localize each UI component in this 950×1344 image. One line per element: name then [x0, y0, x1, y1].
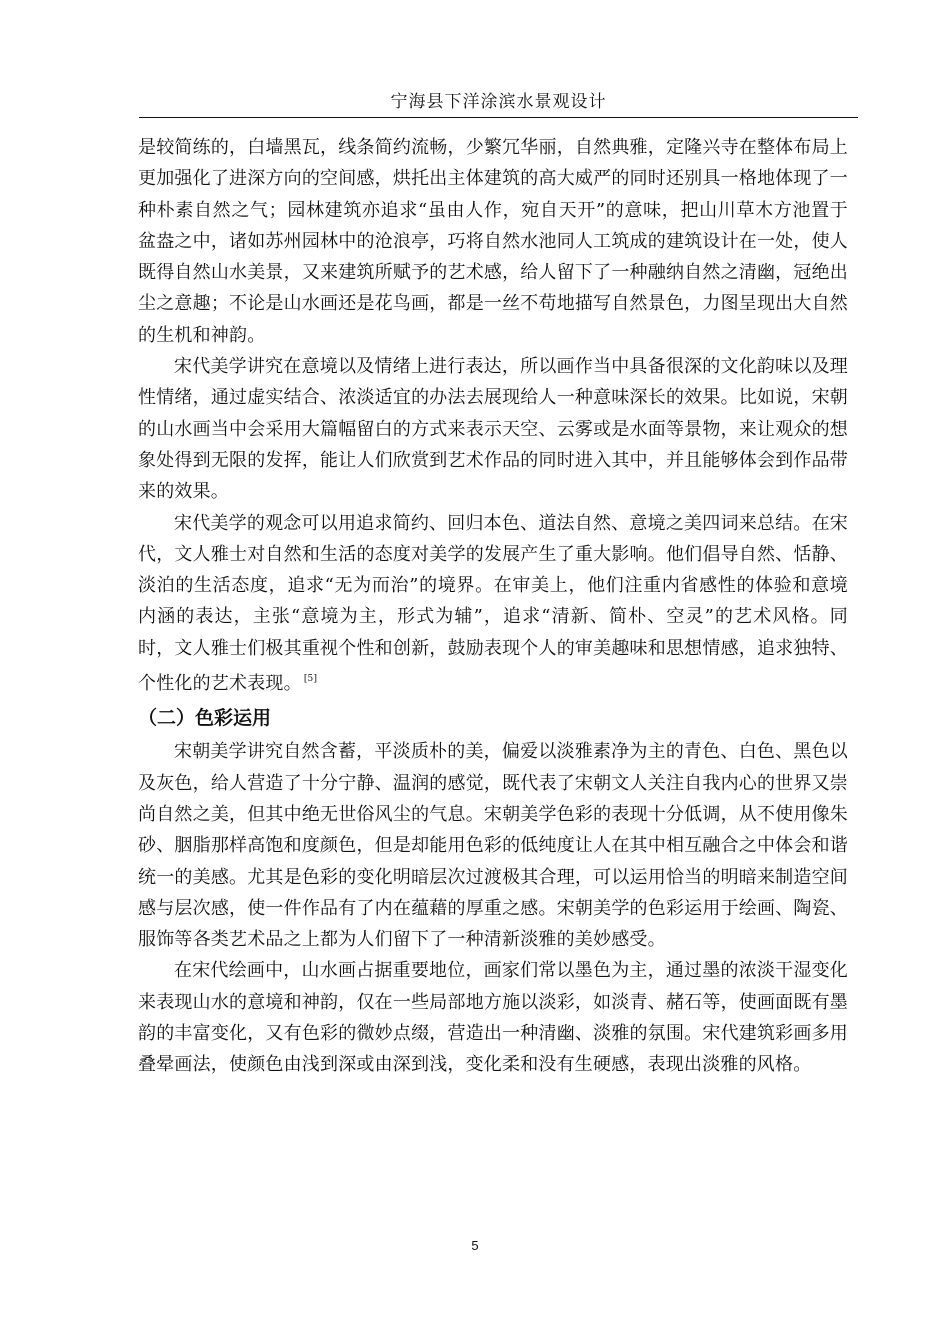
section-heading: （二）色彩运用	[138, 707, 272, 730]
paragraph-song-aesthetics-concepts	[138, 508, 848, 700]
paragraph-continuation: 是较简练的，白墙黑瓦，线条简约流畅，少繁冗华丽，自然典雅，定隆兴寺在整体布局上更加强化了进深方向的空间感，烘托出主体建筑的高大威严的同时还别具一格地体现了一种朴素自然之气；园林建筑亦追求“虽由人作，宛自天开”的意味，把山川草木方池置于盆盎之中，诸如苏州园林中的沧浪亭，巧将自然水池同人工筑成的建筑设计在一处，使人既得自然山水美景，又来建筑所赋予的艺术感，给人留下了一种融纳自然之清幽，冠绝出尘之意趣；不论是山水画还是花鸟画，都是一丝不苟地描写自然景色，力图呈现出大自然的生机和神韵。	[138, 137, 848, 346]
header-divider	[139, 117, 858, 118]
page-body	[138, 132, 848, 1081]
paragraph-painting-colors: 在宋代绘画中，山水画占据重要地位，画家们常以墨色为主，通过墨的浓淡干湿变化来表现山水的意境和神韵，仅在一些局部地方施以淡彩，如淡青、赭石等，使画面既有墨韵的丰富变化，又有色彩的微妙点缀，营造出一种清幽、淡雅的氛围。宋代建筑彩画多用叠晕画法，使颜色由浅到深或由深到浅，变化柔和没有生硬感，表现出淡雅的风格。	[138, 960, 848, 1076]
page-number: 5	[471, 1238, 479, 1253]
citation-reference: [5]	[303, 674, 318, 685]
paragraph-song-aesthetics-expression: 宋代美学讲究在意境以及情绪上进行表达，所以画作当中具备很深的文化韵味以及理性情绪，通过虚实结合、浓淡适宜的办法去展现给人一种意味深长的效果。比如说，宋朝的山水画当中会采用大篇幅留白的方式来表示天空、云雾或是水面等景物，来让观众的想象处得到无限的发挥，能让人们欣赏到艺术作品的同时进入其中，并且能够体会到作品带来的效果。	[138, 356, 848, 503]
running-header-title: 宁海县下洋涂滨水景观设计	[390, 92, 607, 112]
paragraph-color-usage: 宋朝美学讲究自然含蓄，平淡质朴的美，偏爱以淡雅素净为主的青色、白色、黑色以及灰色，给人营造了十分宁静、温润的感觉，既代表了宋朝文人关注自我内心的世界又崇尚自然之美，但其中绝无世俗风尘的气息。宋朝美学色彩的表现十分低调，从不使用像朱砂、胭脂那样高饱和度颜色，但是却能用色彩的低纯度让人在其中相互融合之中体会和谐统一的美感。尤其是色彩的变化明暗层次过渡极其合理，可以运用恰当的明暗来制造空间感与层次感，使一件作品有了内在蕴藉的厚重之感。宋朝美学的色彩运用于绘画、陶瓷、服饰等各类艺术品之上都为人们留下了一种清新淡雅的美妙感受。	[138, 741, 848, 951]
paragraph-text: 宋代美学的观念可以用追求简约、回归本色、道法自然、意境之美四词来总结。在宋代，文人雅士对自然和生活的态度对美学的发展产生了重大影响。他们倡导自然、恬静、淡泊的生活态度，追求“无为而治”的境界。在审美上，他们注重内省感性的体验和意境内涵的表达，主张“意境为主，形式为辅”，追求“清新、简朴、空灵”的艺术风格。同时，文人雅士们极其重视个性和创新，鼓励表现个人的审美趣味和思想情感，追求独特、个性化的艺术表现。	[138, 512, 848, 695]
